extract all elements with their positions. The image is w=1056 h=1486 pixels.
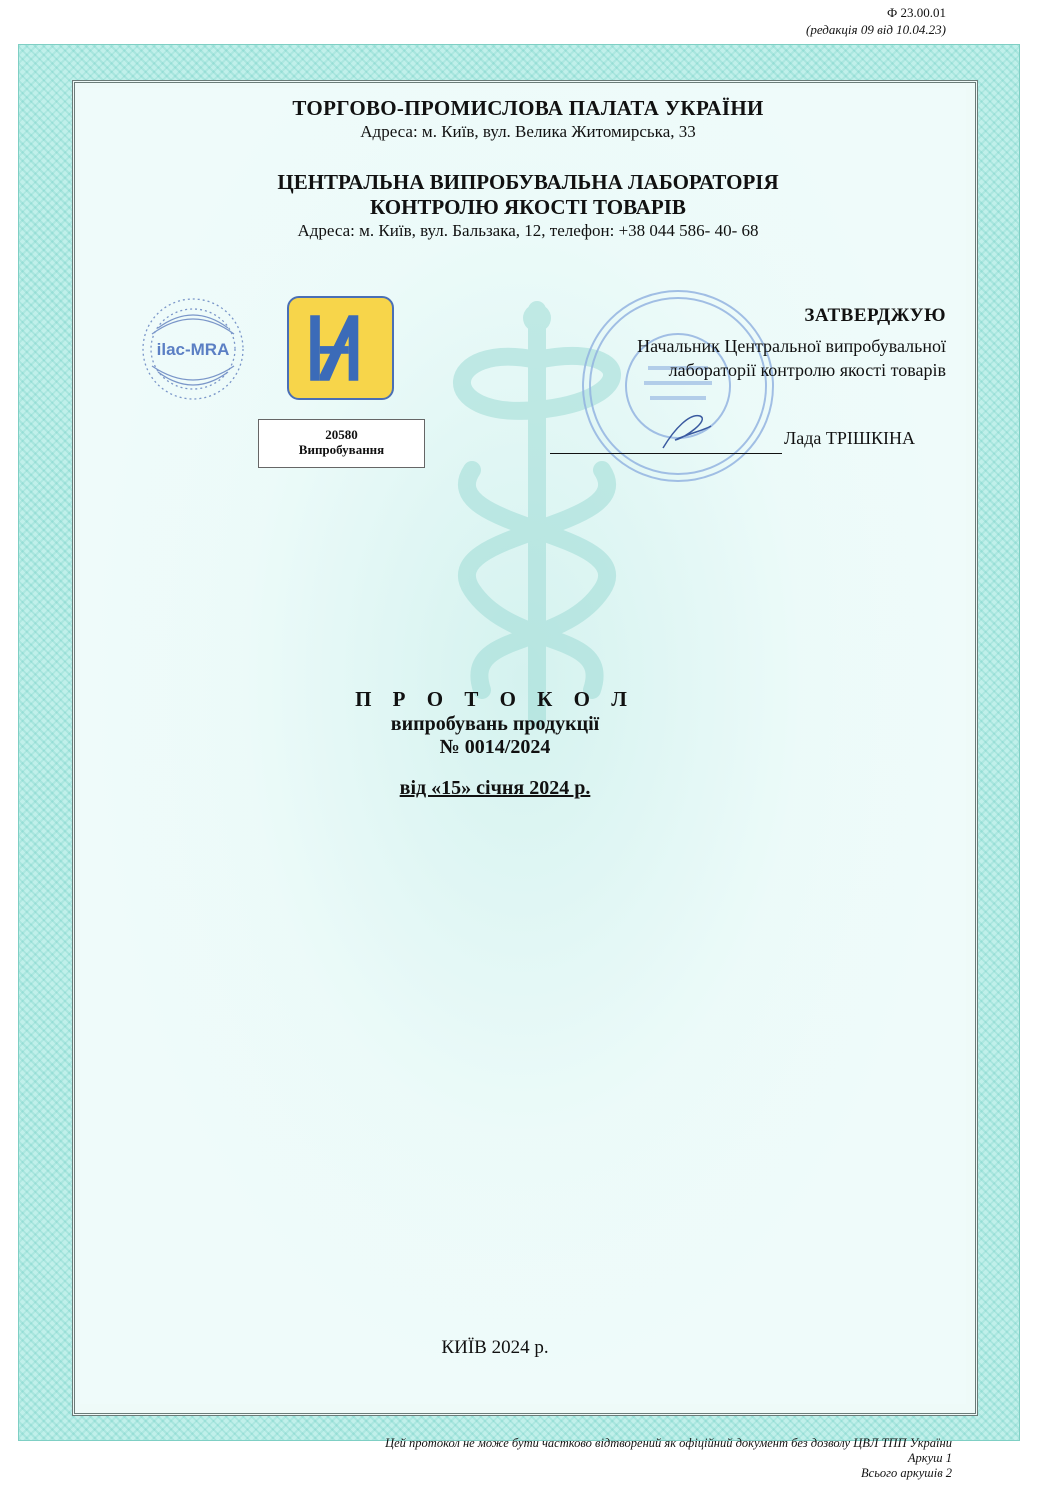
laboratory-name-line1: ЦЕНТРАЛЬНА ВИПРОБУВАЛЬНА ЛАБОРАТОРІЯ xyxy=(277,170,779,194)
form-code-block xyxy=(806,4,946,38)
footer-sheet: Аркуш 1 xyxy=(907,1451,952,1465)
signature-line xyxy=(550,453,782,454)
approval-position-line1: Начальник Центральної випробувальної xyxy=(637,336,946,356)
accreditation-scope: Випробування xyxy=(298,442,385,457)
protocol-number: № 0014/2024 xyxy=(439,736,551,758)
approval-title: ЗАТВЕРДЖУЮ xyxy=(804,305,946,326)
approval-block xyxy=(637,304,946,382)
ilac-mra-logo xyxy=(138,294,248,404)
form-edition: (редакція 09 від 10.04.23) xyxy=(806,22,946,37)
protocol-title: П Р О Т О К О Л xyxy=(355,687,635,711)
footer xyxy=(385,1436,952,1481)
footer-total-sheets: Всього аркушів 2 xyxy=(861,1466,952,1480)
laboratory-name-line2: КОНТРОЛЮ ЯКОСТІ ТОВАРІВ xyxy=(370,195,686,219)
organization-address: Адреса: м. Київ, вул. Велика Житомирська, 33 xyxy=(360,122,696,141)
protocol-date: від «15» січня 2024 р. xyxy=(399,777,591,799)
accreditation-badge xyxy=(258,419,425,468)
protocol-subtitle: випробувань продукції xyxy=(390,713,600,735)
form-code: Ф 23.00.01 xyxy=(886,5,946,20)
protocol-block xyxy=(0,687,990,800)
approver-name: Лада ТРІШКІНА xyxy=(784,428,916,448)
footer-notice: Цей протокол не може бути частково відтворений як офіційний документ без дозволу ЦВЛ ТПП України xyxy=(385,1436,952,1450)
laboratory-address: Адреса: м. Київ, вул. Бальзака, 12, телефон: +38 044 586- 40- 68 xyxy=(297,221,759,240)
approval-position-line2: лабораторії контролю якості товарів xyxy=(668,360,946,380)
signature xyxy=(655,408,715,453)
accreditation-number: 20580 xyxy=(325,427,358,442)
accreditation-agency-logo xyxy=(287,296,394,400)
organization-header xyxy=(0,96,1056,142)
organization-name: ТОРГОВО-ПРОМИСЛОВА ПАЛАТА УКРАЇНИ xyxy=(292,96,764,120)
ilac-mra-logo-text: ilac-MRA xyxy=(156,340,230,359)
laboratory-header xyxy=(0,170,1056,241)
city-year: КИЇВ 2024 р. xyxy=(441,1337,549,1358)
